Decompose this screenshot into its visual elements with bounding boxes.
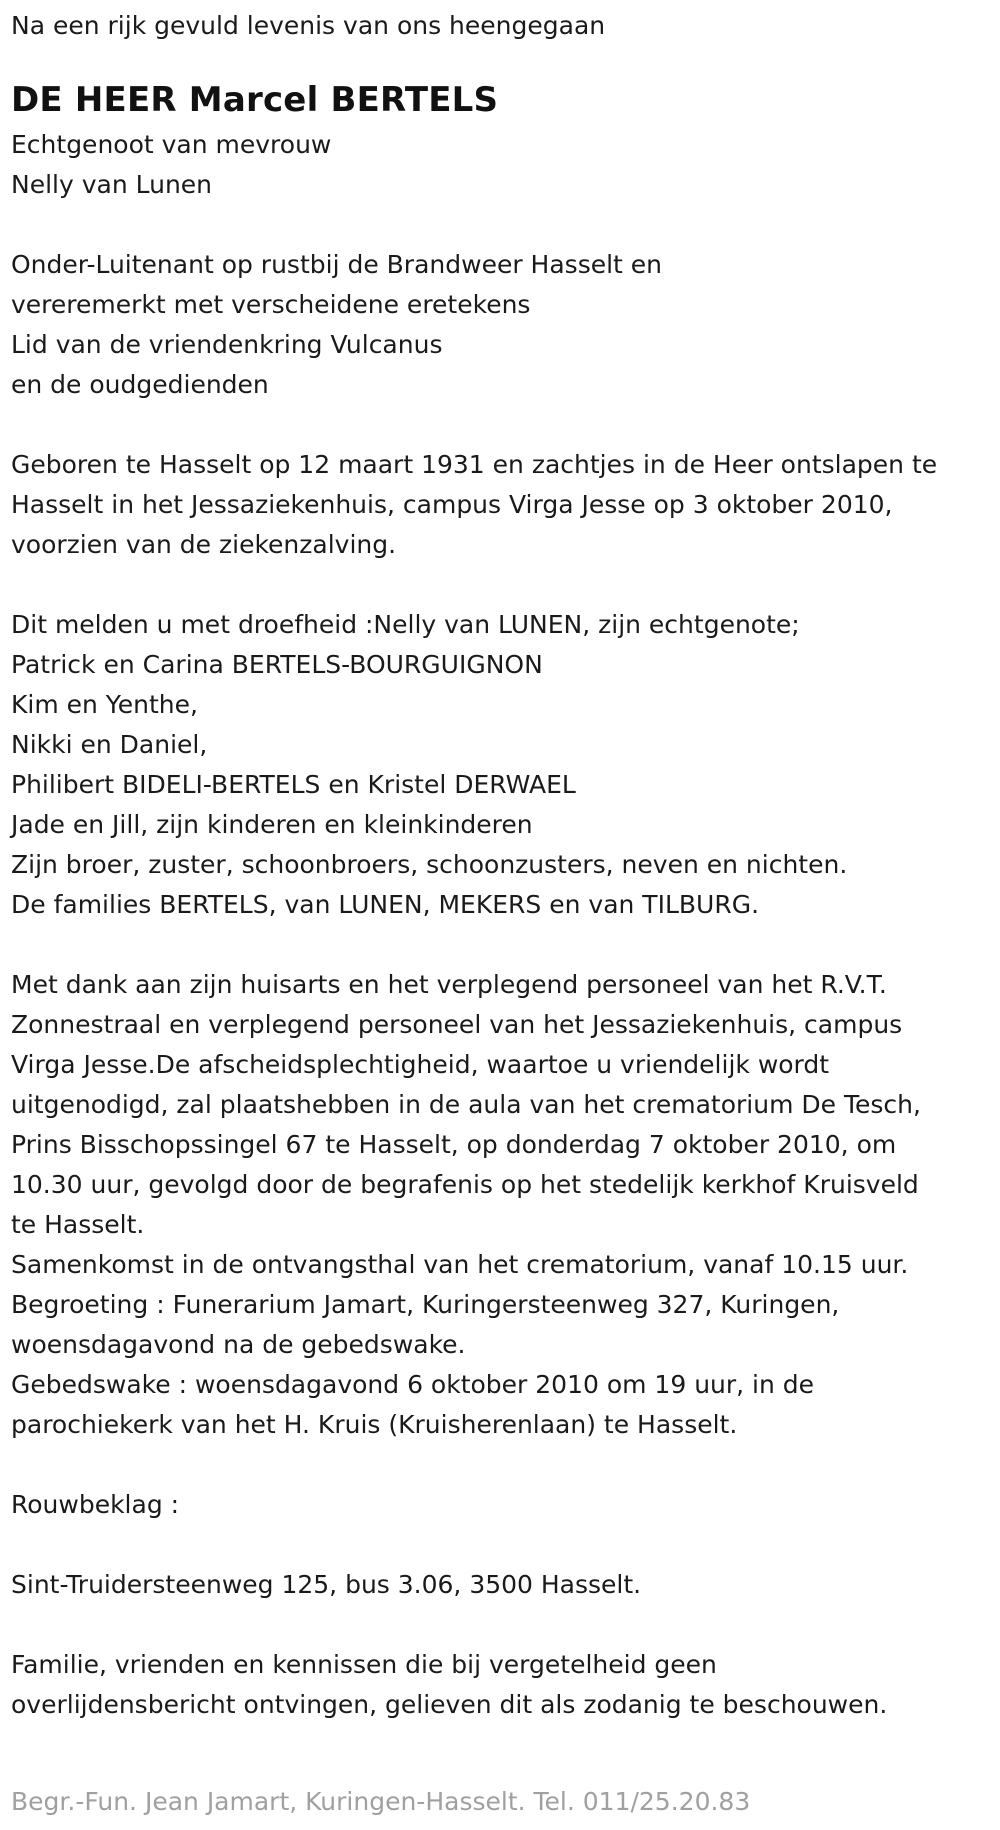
career-line: en de oudgedienden bbox=[11, 370, 269, 399]
spouse-section bbox=[11, 125, 1000, 205]
family-line: Zijn broer, zuster, schoonbroers, schoonzusters, neven en nichten. bbox=[11, 850, 848, 879]
family-line: Philibert BIDELI-BERTELS en Kristel DERWAEL bbox=[11, 770, 576, 799]
birth-line: voorzien van de ziekenzalving. bbox=[11, 530, 397, 559]
spacer bbox=[11, 1445, 1000, 1485]
career-line: Onder-Luitenant op rustbij de Brandweer Hasselt en bbox=[11, 250, 663, 279]
spouse-line: Nelly van Lunen bbox=[11, 170, 213, 199]
spacer bbox=[11, 1605, 1000, 1645]
details-line: Zonnestraal en verplegend personeel van het Jessaziekenhuis, campus bbox=[11, 1010, 903, 1039]
spacer bbox=[11, 925, 1000, 965]
career-section bbox=[11, 245, 1000, 405]
details-line: te Hasselt. bbox=[11, 1210, 145, 1239]
spacer bbox=[11, 205, 1000, 245]
details-line: uitgenodigd, zal plaatshebben in de aula van het crematorium De Tesch, bbox=[11, 1090, 921, 1119]
condolence-address: Sint-Truidersteenweg 125, bus 3.06, 3500 Hasselt. bbox=[11, 1570, 642, 1599]
family-section bbox=[11, 605, 1000, 925]
details-line: Prins Bisschopssingel 67 te Hasselt, op donderdag 7 oktober 2010, om bbox=[11, 1130, 897, 1159]
condolence-label: Rouwbeklag : bbox=[11, 1490, 180, 1519]
details-line: 10.30 uur, gevolgd door de begrafenis op het stedelijk kerkhof Kruisveld bbox=[11, 1170, 919, 1199]
birth-line: Hasselt in het Jessaziekenhuis, campus Virga Jesse op 3 oktober 2010, bbox=[11, 490, 893, 519]
family-line: Dit melden u met droefheid :Nelly van LUNEN, zijn echtgenote; bbox=[11, 610, 800, 639]
details-line: woensdagavond na de gebedswake. bbox=[11, 1330, 466, 1359]
details-line: Met dank aan zijn huisarts en het verplegend personeel van het R.V.T. bbox=[11, 970, 887, 999]
details-line: Samenkomst in de ontvangsthal van het crematorium, vanaf 10.15 uur. bbox=[11, 1250, 909, 1279]
details-line: Gebedswake : woensdagavond 6 oktober 2010 om 19 uur, in de bbox=[11, 1370, 815, 1399]
details-line: Virga Jesse.De afscheidsplechtigheid, waartoe u vriendelijk wordt bbox=[11, 1050, 830, 1079]
career-line: vereremerkt met verscheidene eretekens bbox=[11, 290, 531, 319]
notice-line: Familie, vrienden en kennissen die bij vergetelheid geen bbox=[11, 1650, 717, 1679]
spouse-line: Echtgenoot van mevrouw bbox=[11, 130, 332, 159]
details-line: Begroeting : Funerarium Jamart, Kuringersteenweg 327, Kuringen, bbox=[11, 1290, 840, 1319]
birth-section bbox=[11, 445, 1000, 565]
spacer bbox=[11, 405, 1000, 445]
intro-line: Na een rijk gevuld levenis van ons heengegaan bbox=[11, 11, 606, 40]
details-line: parochiekerk van het H. Kruis (Kruisherenlaan) te Hasselt. bbox=[11, 1410, 738, 1439]
ceremony-details-section bbox=[11, 965, 1000, 1445]
family-line: Nikki en Daniel, bbox=[11, 730, 208, 759]
family-line: Jade en Jill, zijn kinderen en kleinkinderen bbox=[11, 810, 533, 839]
spacer bbox=[11, 1525, 1000, 1565]
career-line: Lid van de vriendenkring Vulcanus bbox=[11, 330, 443, 359]
spacer bbox=[11, 565, 1000, 605]
birth-line: Geboren te Hasselt op 12 maart 1931 en zachtjes in de Heer ontslapen te bbox=[11, 450, 938, 479]
family-line: De families BERTELS, van LUNEN, MEKERS en van TILBURG. bbox=[11, 890, 760, 919]
notice-section bbox=[11, 1645, 1000, 1725]
family-line: Patrick en Carina BERTELS-BOURGUIGNON bbox=[11, 650, 543, 679]
deceased-name: DE HEER Marcel BERTELS bbox=[11, 80, 499, 120]
family-line: Kim en Yenthe, bbox=[11, 690, 198, 719]
notice-line: overlijdensbericht ontvingen, gelieven dit als zodanig te beschouwen. bbox=[11, 1690, 888, 1719]
funeral-home-footer: Begr.-Fun. Jean Jamart, Kuringen-Hasselt. Tel. 011/25.20.83 bbox=[11, 1787, 751, 1816]
